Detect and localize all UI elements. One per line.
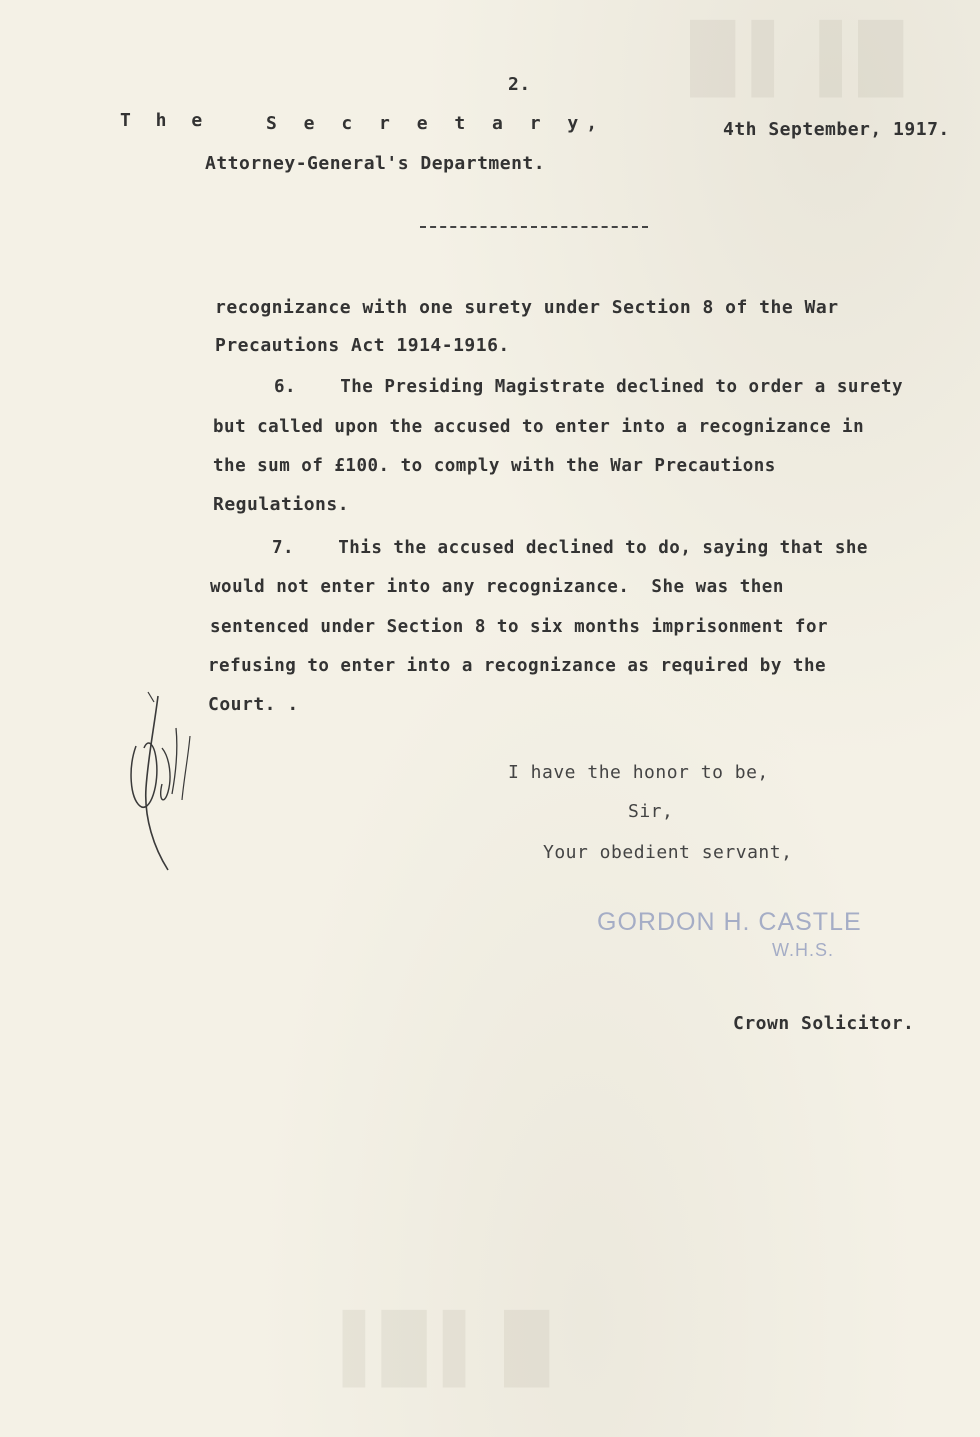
closing-line: I have the honor to be,	[508, 762, 769, 783]
letter-date: 4th September, 1917.	[723, 119, 950, 140]
paragraph-7-line: 7. This the accused declined to do, saying that she	[272, 538, 868, 558]
paragraph-7-line: Court. .	[208, 694, 299, 715]
closing-line: Sir,	[628, 801, 674, 822]
signature-stamp-name: GORDON H. CASTLE	[597, 908, 862, 936]
body-line: recognizance with one surety under Section 8 of the War	[215, 297, 839, 318]
signature-stamp-initials: W.H.S.	[772, 940, 835, 960]
page-number: 2.	[508, 74, 531, 95]
paragraph-6-line: 6. The Presiding Magistrate declined to order a surety	[274, 377, 904, 397]
bleed-through-mark: █ ▌▐ █	[690, 21, 904, 92]
paragraph-7-line: sentenced under Section 8 to six months imprisonment for	[210, 617, 829, 637]
body-line: Precautions Act 1914-1916.	[215, 335, 510, 356]
paragraph-7-line: would not enter into any recognizance. She was then	[210, 577, 784, 597]
paragraph-6-line: Regulations.	[213, 494, 350, 515]
paragraph-6-line: but called upon the accused to enter into a recognizance in	[213, 417, 865, 437]
salutation: T h e	[120, 110, 210, 131]
handwritten-signature	[118, 688, 208, 878]
signoff-title: Crown Solicitor.	[733, 1013, 915, 1034]
paragraph-6-line: the sum of £100. to comply with the War Precautions	[213, 456, 776, 476]
recipient-department: Attorney-General's Department.	[205, 153, 546, 174]
paragraph-7-line: refusing to enter into a recognizance as required by the	[208, 656, 827, 676]
closing-line: Your obedient servant,	[543, 842, 793, 863]
bleed-through-mark: ▐ █ ▌ █	[320, 1311, 550, 1382]
recipient-title: S e c r e t a r y,	[266, 113, 606, 134]
header-divider	[420, 226, 648, 228]
